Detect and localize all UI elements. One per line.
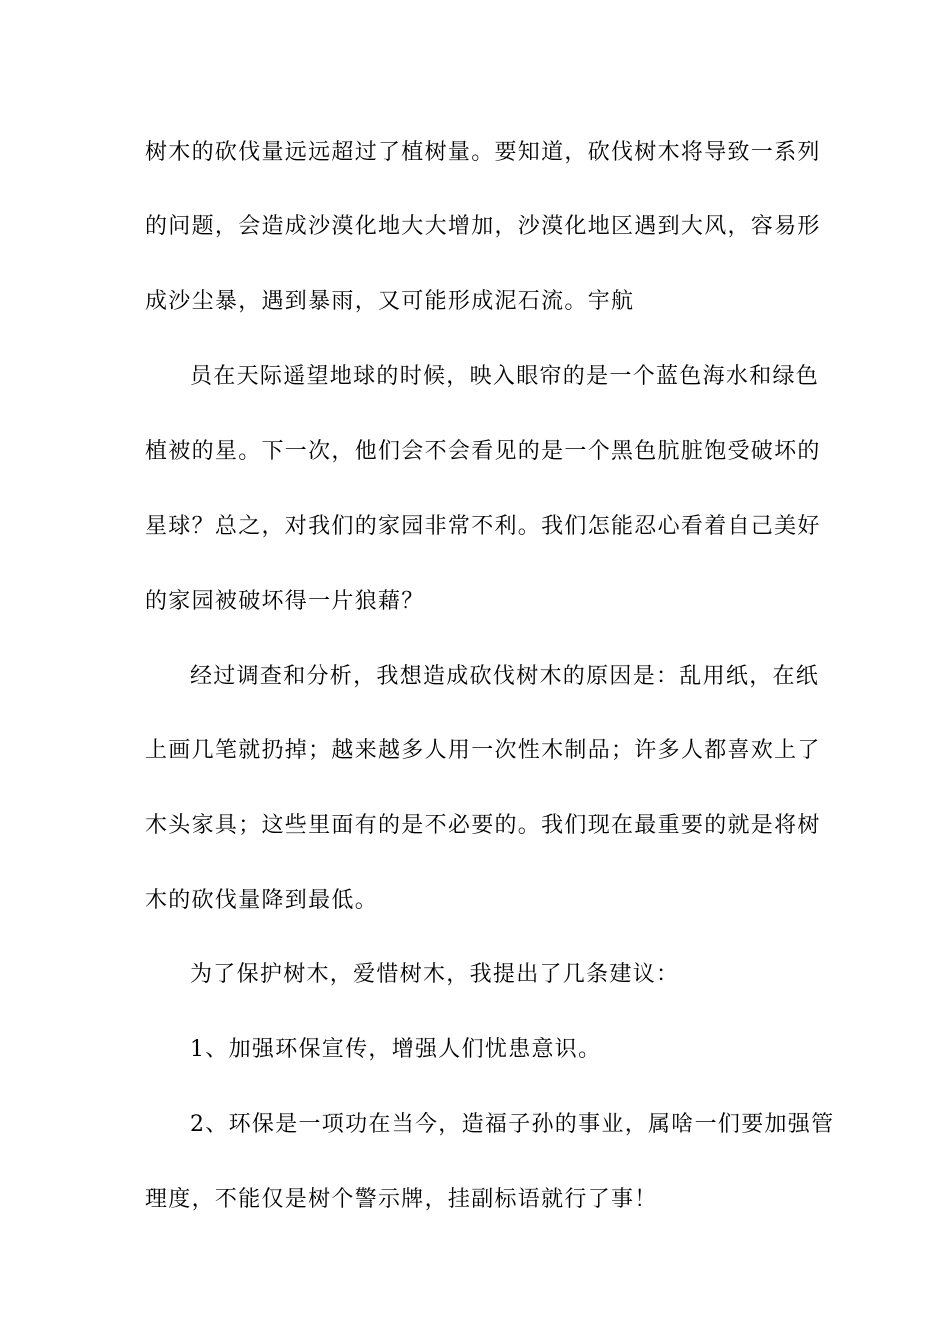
text-line-7: 的家园被破坏得一片狼藉？ <box>145 589 425 614</box>
list-item-1: 1、加强环保宣传，增强人们忧患意识。 <box>190 1037 602 1062</box>
text-line-3: 成沙尘暴，遇到暴雨，又可能形成泥石流。宇航 <box>145 289 635 314</box>
text-line-5: 植被的星。下一次，他们会不会看见的是一个黑色肮脏饱受破坏的 <box>145 439 821 464</box>
text-line-6: 星球？总之，对我们的家园非常不利。我们怎能忍心看着自己美好 <box>145 514 821 539</box>
text-line-10: 木头家具；这些里面有的是不必要的。我们现在最重要的就是将树 <box>145 813 821 838</box>
text-line-11: 木的砍伐量降到最低。 <box>145 888 379 913</box>
text-line-9: 上画几笔就扔掉；越来越多人用一次性木制品；许多人都喜欢上了 <box>145 738 821 763</box>
list-item-2: 2、环保是一项功在当今，造福子孙的事业，属啥一们要加强管 <box>190 1112 835 1137</box>
text-line-2: 的问题，会造成沙漠化地大大增加，沙漠化地区遇到大风，容易形 <box>145 214 821 239</box>
text-line-1: 树木的砍伐量远远超过了植树量。要知道，砍伐树木将导致一系列 <box>145 140 821 165</box>
paragraph-start-line: 员在天际遥望地球的时候，映入眼帘的是一个蓝色海水和绿色 <box>190 364 820 389</box>
text-line-15: 理度，不能仅是树个警示牌，挂副标语就行了事！ <box>145 1187 658 1212</box>
paragraph-start-line: 为了保护树木，爱惜树木，我提出了几条建议： <box>190 962 680 987</box>
paragraph-start-line: 经过调查和分析，我想造成砍伐树木的原因是：乱用纸，在纸 <box>190 664 820 689</box>
